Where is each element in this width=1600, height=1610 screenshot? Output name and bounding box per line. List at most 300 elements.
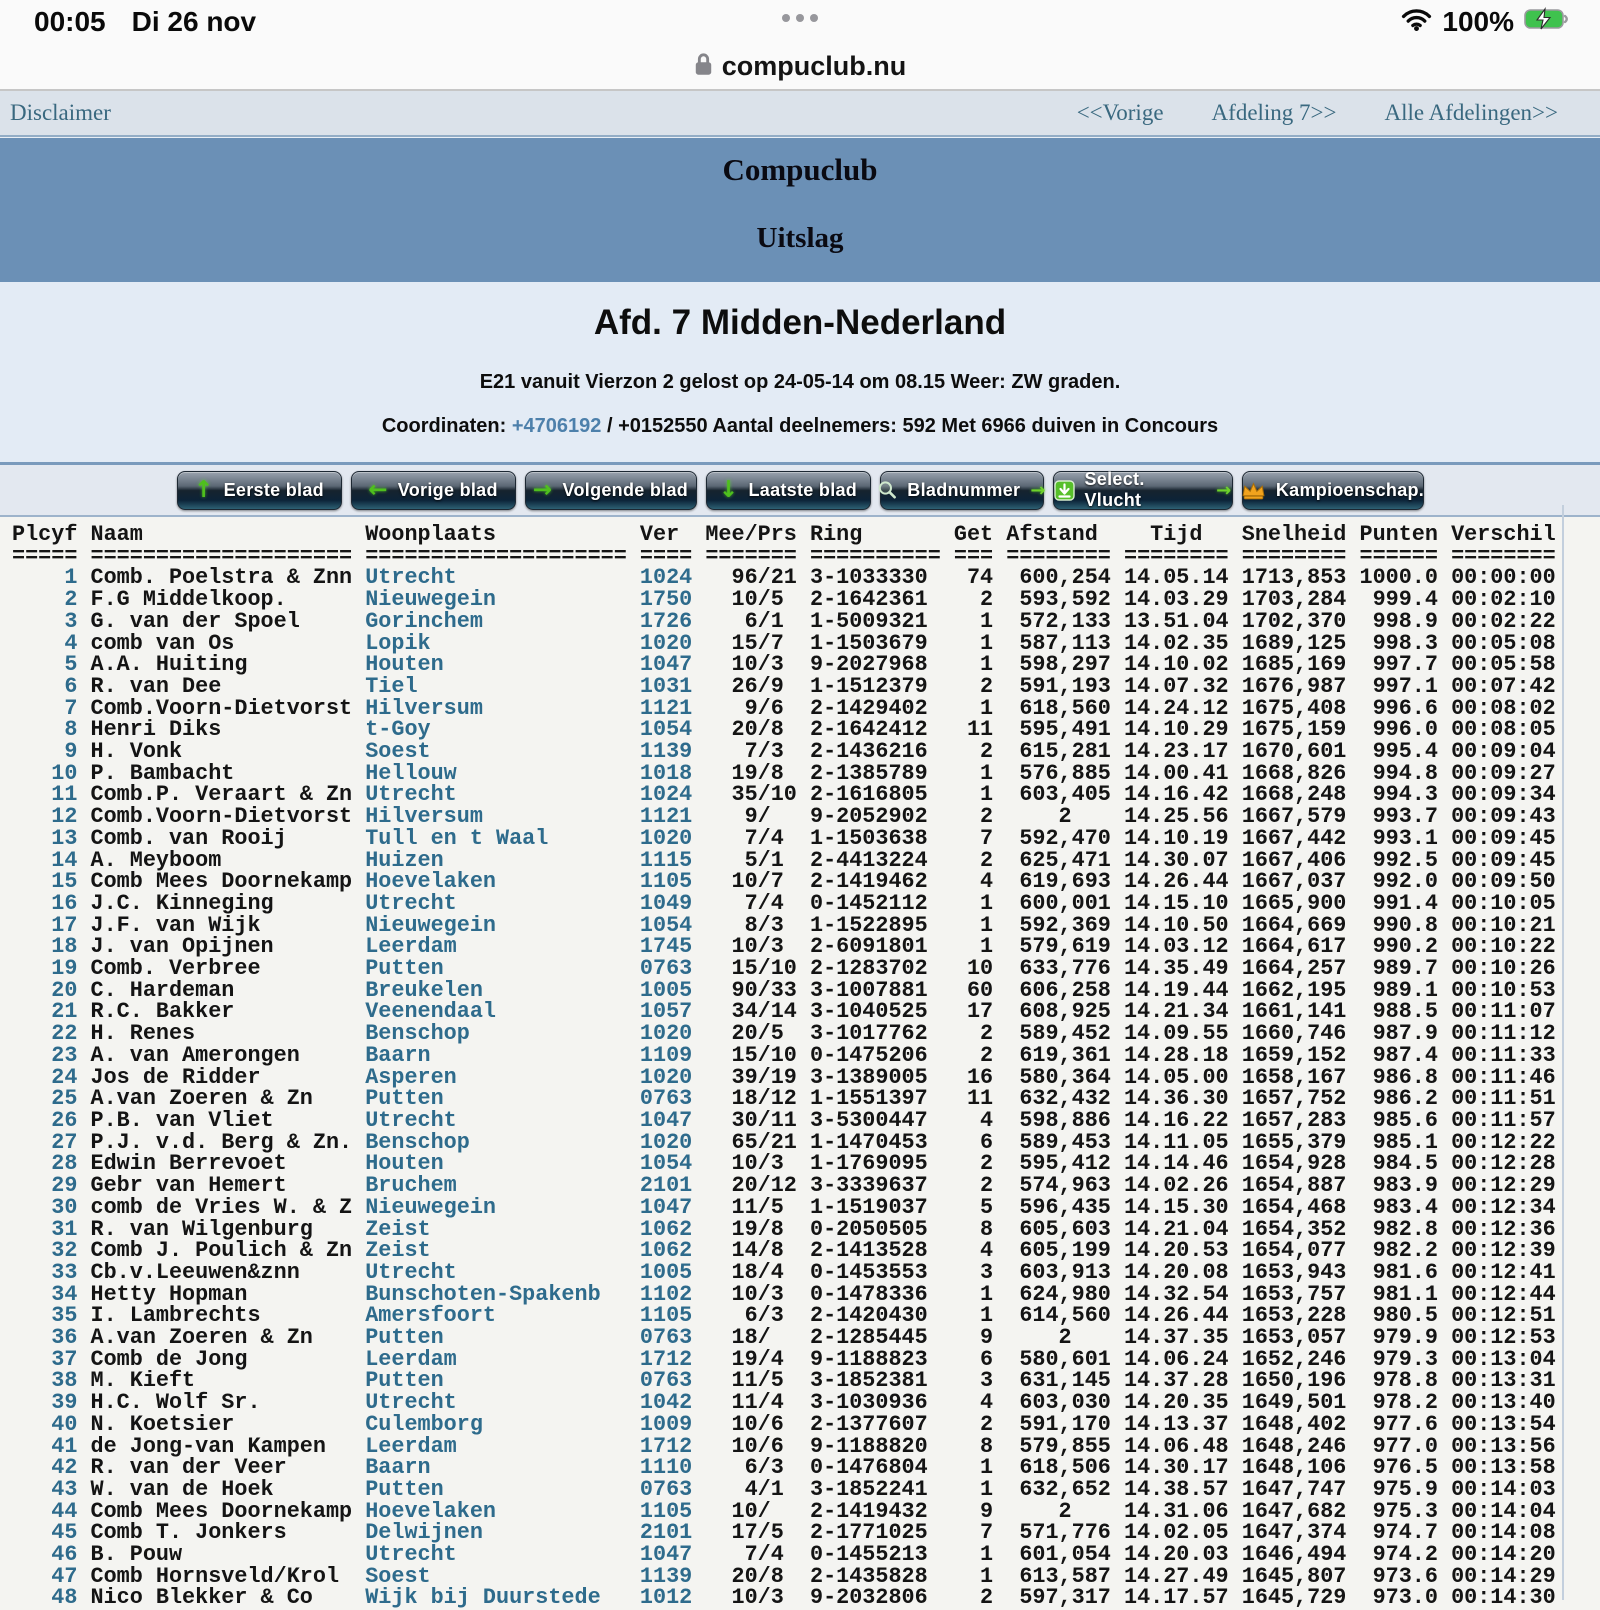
cell-header-verschil: Verschil bbox=[1451, 522, 1556, 547]
cell-mee-prs: 10/3 bbox=[705, 1585, 797, 1610]
cell-afstand: 2 bbox=[1006, 804, 1111, 830]
cell-naam: R. van Wilgenburg bbox=[90, 1216, 353, 1242]
cell-afstand: 593,592 bbox=[1006, 587, 1111, 613]
cell-afstand: 632,432 bbox=[1006, 1086, 1111, 1112]
cell-naam: Comb Hornsveld/Krol bbox=[90, 1563, 353, 1589]
cell-verschil: 00:13:31 bbox=[1451, 1368, 1556, 1394]
cell-afstand: 603,405 bbox=[1006, 782, 1111, 808]
cell-woonplaats: Veenendaal bbox=[365, 999, 627, 1025]
cell-snelheid: 1662,195 bbox=[1241, 977, 1347, 1003]
cell-mee-prs: 10/3 bbox=[705, 652, 797, 678]
cell-snelheid: 1647,682 bbox=[1241, 1498, 1347, 1524]
cell-get: 1 bbox=[953, 1563, 994, 1589]
flight-header bbox=[0, 282, 1600, 462]
cell-get: 16 bbox=[953, 1064, 994, 1090]
arrow-right-icon: → bbox=[532, 476, 553, 503]
cell-snelheid: 1648,106 bbox=[1241, 1455, 1347, 1481]
cell-ver: 1031 bbox=[639, 673, 693, 699]
cell-tijd: 14.24.12 bbox=[1123, 695, 1229, 721]
cell-get: 17 bbox=[953, 999, 994, 1025]
table-row bbox=[12, 1476, 1600, 1502]
banner bbox=[0, 137, 1600, 282]
cell-punten: 995.4 bbox=[1359, 739, 1438, 765]
cell-get: 74 bbox=[953, 565, 994, 591]
table-row bbox=[12, 589, 1600, 611]
cell-ring: 1-1470453 bbox=[809, 1129, 941, 1155]
cell-verschil: 00:13:56 bbox=[1451, 1433, 1556, 1459]
cell-snelheid: 1653,228 bbox=[1241, 1303, 1347, 1329]
cell-header-punten: Punten bbox=[1359, 522, 1438, 547]
cell-ring: 3-1033330 bbox=[809, 565, 941, 591]
cell-tijd: 14.16.42 bbox=[1123, 782, 1229, 808]
table-row bbox=[12, 1175, 1600, 1197]
cell-tijd: 14.21.04 bbox=[1123, 1216, 1229, 1242]
cell-naam: A.A. Huiting bbox=[90, 652, 353, 678]
cell-woonplaats: Utrecht bbox=[365, 1542, 627, 1568]
cell-ring: 3-1007881 bbox=[809, 977, 941, 1003]
bladnummer-button[interactable] bbox=[880, 471, 1044, 510]
table-header-row bbox=[12, 524, 1600, 546]
cell-ring: 3-1389005 bbox=[809, 1064, 941, 1090]
cell-afstand: 605,603 bbox=[1006, 1216, 1111, 1242]
cell-punten: 974.7 bbox=[1359, 1520, 1438, 1546]
cell-afstand: 615,281 bbox=[1006, 739, 1111, 765]
cell-naam: comb van Os bbox=[90, 630, 353, 656]
cell-woonplaats: Zeist bbox=[365, 1216, 627, 1242]
cell-snelheid: 1658,167 bbox=[1241, 1064, 1347, 1090]
cell-ring: 3-1030936 bbox=[809, 1390, 941, 1416]
cell-ver: 1057 bbox=[639, 999, 693, 1025]
cell-naam: J. van Opijnen bbox=[90, 934, 353, 960]
cell-ring: 9-2052902 bbox=[809, 804, 941, 830]
cell-mee-prs: 18/4 bbox=[705, 1259, 797, 1285]
cell-punten: 982.8 bbox=[1359, 1216, 1438, 1242]
cell-woonplaats: Baarn bbox=[365, 1455, 627, 1481]
cell-plcyf: 40 bbox=[12, 1411, 78, 1437]
cell-ring: 2-1413528 bbox=[809, 1238, 941, 1264]
cell-ring: 1-1551397 bbox=[809, 1086, 941, 1112]
cell-naam: P.B. van Vliet bbox=[90, 1107, 353, 1133]
cell-verschil: 00:08:02 bbox=[1451, 695, 1556, 721]
table-row bbox=[12, 1370, 1600, 1392]
cell-header-tijd: Tijd bbox=[1123, 522, 1229, 547]
cell-ver: 1712 bbox=[639, 1346, 693, 1372]
cell-ring: 0-1475206 bbox=[809, 1042, 941, 1068]
cell-punten: 987.4 bbox=[1359, 1042, 1438, 1068]
cell-ring: 3-1040525 bbox=[809, 999, 941, 1025]
cell-woonplaats: Utrecht bbox=[365, 1390, 627, 1416]
cell-tijd: 14.32.54 bbox=[1123, 1281, 1229, 1307]
cell-plcyf: 11 bbox=[12, 782, 78, 808]
cell-tijd: 14.21.34 bbox=[1123, 999, 1229, 1025]
vorige-blad-button[interactable] bbox=[351, 471, 516, 510]
flight-info: E21 vanuit Vierzon 2 gelost op 24-05-14 om 08.15 Weer: ZW graden. bbox=[479, 371, 1121, 393]
cell-naam: R. van Dee bbox=[90, 673, 353, 699]
cell-get: 2 bbox=[953, 1173, 994, 1199]
cell-mee-prs: 10/ bbox=[705, 1498, 797, 1524]
cell-plcyf: 6 bbox=[12, 673, 78, 699]
address-bar[interactable] bbox=[0, 44, 1600, 91]
cell-naam: J.F. van Wijk bbox=[90, 912, 353, 938]
cell-mee-prs: 4/1 bbox=[705, 1476, 797, 1502]
cell-snelheid: 1664,257 bbox=[1241, 956, 1347, 982]
cell-verschil: 00:10:05 bbox=[1451, 890, 1556, 916]
cell-woonplaats: Hellouw bbox=[365, 760, 627, 786]
cell-woonplaats: Lopik bbox=[365, 630, 627, 656]
table-row bbox=[12, 1281, 1600, 1307]
cell-plcyf: 14 bbox=[12, 847, 78, 873]
cell-snelheid: 1668,248 bbox=[1241, 782, 1347, 808]
cell-punten: 994.3 bbox=[1359, 782, 1438, 808]
multitask-dots-icon[interactable] bbox=[782, 14, 818, 22]
cell-ring: 3-5300447 bbox=[809, 1107, 941, 1133]
cell-mee-prs: 65/21 bbox=[705, 1129, 797, 1155]
cell-sep-snelheid: ======== bbox=[1241, 543, 1347, 569]
cell-mee-prs: 7/3 bbox=[705, 739, 797, 765]
afdeling7-link[interactable]: Afdeling 7>> bbox=[1211, 100, 1337, 125]
cell-punten: 990.8 bbox=[1359, 912, 1438, 938]
cell-ver: 0763 bbox=[639, 1086, 693, 1112]
cell-mee-prs: 10/6 bbox=[705, 1411, 797, 1437]
cell-mee-prs: 11/5 bbox=[705, 1194, 797, 1220]
cell-punten: 984.5 bbox=[1359, 1151, 1438, 1177]
table-right-border bbox=[1562, 505, 1564, 1600]
cell-snelheid: 1713,853 bbox=[1241, 565, 1347, 591]
cell-tijd: 14.03.12 bbox=[1123, 934, 1229, 960]
cell-snelheid: 1702,370 bbox=[1241, 608, 1347, 634]
volgende-blad-button[interactable] bbox=[525, 471, 697, 510]
cell-plcyf: 23 bbox=[12, 1042, 78, 1068]
kampioenschap-button[interactable] bbox=[1242, 471, 1424, 510]
cell-tijd: 14.26.44 bbox=[1123, 869, 1229, 895]
cell-woonplaats: Putten bbox=[365, 1368, 627, 1394]
cell-punten: 985.6 bbox=[1359, 1107, 1438, 1133]
cell-snelheid: 1665,900 bbox=[1241, 890, 1347, 916]
cell-mee-prs: 10/5 bbox=[705, 587, 797, 613]
cell-tijd: 14.14.46 bbox=[1123, 1151, 1229, 1177]
cell-tijd: 14.16.22 bbox=[1123, 1107, 1229, 1133]
cell-verschil: 00:09:27 bbox=[1451, 760, 1556, 786]
cell-punten: 996.0 bbox=[1359, 717, 1438, 743]
download-icon bbox=[1054, 480, 1075, 501]
cell-punten: 975.9 bbox=[1359, 1476, 1438, 1502]
cell-verschil: 00:14:29 bbox=[1451, 1563, 1556, 1589]
cell-naam: Comb T. Jonkers bbox=[90, 1520, 353, 1546]
cell-woonplaats: Bunschoten-Spakenb bbox=[365, 1281, 627, 1307]
date: Di 26 nov bbox=[131, 6, 257, 37]
cell-verschil: 00:12:22 bbox=[1451, 1129, 1556, 1155]
cell-ver: 1105 bbox=[639, 869, 693, 895]
cell-mee-prs: 8/3 bbox=[705, 912, 797, 938]
coordinates-label: Coordinaten: bbox=[381, 415, 507, 437]
cell-get: 1 bbox=[953, 912, 994, 938]
cell-afstand: 591,193 bbox=[1006, 673, 1111, 699]
cell-afstand: 608,925 bbox=[1006, 999, 1111, 1025]
table-row bbox=[12, 871, 1600, 893]
cell-mee-prs: 18/12 bbox=[705, 1086, 797, 1112]
cell-punten: 983.4 bbox=[1359, 1194, 1438, 1220]
cell-snelheid: 1654,928 bbox=[1241, 1151, 1347, 1177]
browser-chrome bbox=[0, 0, 1600, 91]
cell-naam: A. van Amerongen bbox=[90, 1042, 353, 1068]
cell-punten: 975.3 bbox=[1359, 1498, 1438, 1524]
cell-ver: 1047 bbox=[639, 1542, 693, 1568]
cell-afstand: 605,199 bbox=[1006, 1238, 1111, 1264]
cell-ring: 3-1852241 bbox=[809, 1476, 941, 1502]
cell-naam: Comb.P. Veraart & Zn bbox=[90, 782, 353, 808]
table-row bbox=[12, 673, 1600, 699]
cell-ring: 2-1435828 bbox=[809, 1563, 941, 1589]
cell-verschil: 00:09:50 bbox=[1451, 869, 1556, 895]
disclaimer-link[interactable]: Disclaimer bbox=[10, 100, 111, 125]
cell-get: 6 bbox=[953, 1346, 994, 1372]
cell-ring: 2-1285445 bbox=[809, 1325, 941, 1351]
table-row bbox=[12, 1240, 1600, 1262]
table-row bbox=[12, 1433, 1600, 1459]
cell-plcyf: 15 bbox=[12, 869, 78, 895]
vorige-link[interactable]: <<Vorige bbox=[1076, 100, 1164, 125]
cell-verschil: 00:11:12 bbox=[1451, 1021, 1556, 1047]
cell-afstand: 633,776 bbox=[1006, 956, 1111, 982]
cell-naam: Comb. Poelstra & Znn bbox=[90, 565, 353, 591]
cell-header-plcyf: Plcyf bbox=[12, 522, 78, 547]
select-vlucht-button[interactable] bbox=[1053, 471, 1233, 510]
cell-tijd: 14.05.00 bbox=[1123, 1064, 1229, 1090]
table-separator-row bbox=[12, 543, 1600, 569]
cell-ver: 1054 bbox=[639, 912, 693, 938]
cell-verschil: 00:09:04 bbox=[1451, 739, 1556, 765]
cell-ver: 1726 bbox=[639, 608, 693, 634]
cell-plcyf: 34 bbox=[12, 1281, 78, 1307]
cell-get: 6 bbox=[953, 1129, 994, 1155]
cell-snelheid: 1646,494 bbox=[1241, 1542, 1347, 1568]
cell-snelheid: 1660,746 bbox=[1241, 1021, 1347, 1047]
table-row bbox=[12, 1042, 1600, 1068]
cell-get: 2 bbox=[953, 804, 994, 830]
cell-get: 8 bbox=[953, 1433, 994, 1459]
cell-sep-woonplaats: ==================== bbox=[365, 543, 627, 569]
cell-ring: 3-1852381 bbox=[809, 1368, 941, 1394]
cell-mee-prs: 10/6 bbox=[705, 1433, 797, 1459]
cell-tijd: 14.19.44 bbox=[1123, 977, 1229, 1003]
cell-ver: 1020 bbox=[639, 1064, 693, 1090]
cell-tijd: 14.28.18 bbox=[1123, 1042, 1229, 1068]
laatste-blad-button[interactable] bbox=[706, 471, 871, 510]
table-row bbox=[12, 630, 1600, 656]
cell-verschil: 00:07:42 bbox=[1451, 673, 1556, 699]
cell-punten: 981.1 bbox=[1359, 1281, 1438, 1307]
cell-afstand: 619,361 bbox=[1006, 1042, 1111, 1068]
cell-mee-prs: 19/8 bbox=[705, 1216, 797, 1242]
lock-icon bbox=[694, 52, 713, 81]
cell-plcyf: 1 bbox=[12, 565, 78, 591]
cell-tijd: 14.09.55 bbox=[1123, 1021, 1229, 1047]
cell-woonplaats: Putten bbox=[365, 1086, 627, 1112]
cell-mee-prs: 10/7 bbox=[705, 869, 797, 895]
cell-woonplaats: Soest bbox=[365, 739, 627, 765]
cell-verschil: 00:10:53 bbox=[1451, 977, 1556, 1003]
cell-punten: 997.1 bbox=[1359, 673, 1438, 699]
cell-plcyf: 30 bbox=[12, 1194, 78, 1220]
cell-woonplaats: Putten bbox=[365, 956, 627, 982]
cell-punten: 976.5 bbox=[1359, 1455, 1438, 1481]
cell-woonplaats: Putten bbox=[365, 1476, 627, 1502]
cell-ver: 1102 bbox=[639, 1281, 693, 1307]
cell-tijd: 14.10.29 bbox=[1123, 717, 1229, 743]
cell-get: 2 bbox=[953, 1042, 994, 1068]
cell-ring: 2-1419432 bbox=[809, 1498, 941, 1524]
cell-afstand: 598,297 bbox=[1006, 652, 1111, 678]
cell-punten: 982.2 bbox=[1359, 1238, 1438, 1264]
cell-punten: 977.0 bbox=[1359, 1433, 1438, 1459]
cell-verschil: 00:14:20 bbox=[1451, 1542, 1556, 1568]
cell-header-naam: Naam bbox=[90, 522, 353, 547]
button-label: Select. Vlucht bbox=[1084, 469, 1145, 510]
cell-get: 1 bbox=[953, 630, 994, 656]
cell-naam: J.C. Kinneging bbox=[90, 890, 353, 916]
cell-naam: G. van der Spoel bbox=[90, 608, 353, 634]
cell-get: 2 bbox=[953, 1021, 994, 1047]
cell-ring: 0-1453553 bbox=[809, 1259, 941, 1285]
cell-ring: 9-2032806 bbox=[809, 1585, 941, 1610]
cell-mee-prs: 11/4 bbox=[705, 1390, 797, 1416]
battery-charging-icon bbox=[1524, 6, 1570, 38]
cell-naam: H.C. Wolf Sr. bbox=[90, 1390, 353, 1416]
cell-tijd: 14.02.35 bbox=[1123, 630, 1229, 656]
cell-punten: 991.4 bbox=[1359, 890, 1438, 916]
cell-woonplaats: Hoevelaken bbox=[365, 1498, 627, 1524]
cell-naam: Nico Blekker & Co bbox=[90, 1585, 353, 1610]
cell-snelheid: 1667,442 bbox=[1241, 825, 1347, 851]
cell-ver: 0763 bbox=[639, 1325, 693, 1351]
cell-woonplaats: Gorinchem bbox=[365, 608, 627, 634]
cell-tijd: 14.25.56 bbox=[1123, 804, 1229, 830]
cell-snelheid: 1645,807 bbox=[1241, 1563, 1347, 1589]
cell-get: 2 bbox=[953, 1411, 994, 1437]
cell-afstand: 592,470 bbox=[1006, 825, 1111, 851]
cell-ver: 1121 bbox=[639, 695, 693, 721]
cell-snelheid: 1670,601 bbox=[1241, 739, 1347, 765]
wifi-icon bbox=[1401, 6, 1432, 38]
cell-tijd: 14.10.19 bbox=[1123, 825, 1229, 851]
cell-ver: 1047 bbox=[639, 652, 693, 678]
cell-get: 1 bbox=[953, 760, 994, 786]
cell-snelheid: 1667,579 bbox=[1241, 804, 1347, 830]
table-row bbox=[12, 760, 1600, 786]
eerste-blad-button[interactable] bbox=[177, 471, 342, 510]
cell-header-snelheid: Snelheid bbox=[1241, 522, 1347, 547]
cell-afstand: 587,113 bbox=[1006, 630, 1111, 656]
cell-snelheid: 1647,747 bbox=[1241, 1476, 1347, 1502]
cell-plcyf: 25 bbox=[12, 1086, 78, 1112]
cell-tijd: 14.02.05 bbox=[1123, 1520, 1229, 1546]
cell-punten: 996.6 bbox=[1359, 695, 1438, 721]
cell-afstand: 600,254 bbox=[1006, 565, 1111, 591]
cell-get: 1 bbox=[953, 695, 994, 721]
cell-get: 1 bbox=[953, 1303, 994, 1329]
cell-plcyf: 28 bbox=[12, 1151, 78, 1177]
coordinates-link[interactable]: +4706192 bbox=[511, 415, 602, 437]
cell-ring: 2-1385789 bbox=[809, 760, 941, 786]
cell-naam: de Jong-van Kampen bbox=[90, 1433, 353, 1459]
cell-tijd: 14.37.35 bbox=[1123, 1325, 1229, 1351]
cell-tijd: 14.07.32 bbox=[1123, 673, 1229, 699]
cell-snelheid: 1668,826 bbox=[1241, 760, 1347, 786]
cell-woonplaats: Leerdam bbox=[365, 1433, 627, 1459]
cell-ring: 2-1429402 bbox=[809, 695, 941, 721]
cell-verschil: 00:13:04 bbox=[1451, 1346, 1556, 1372]
table-row bbox=[12, 741, 1600, 763]
cell-mee-prs: 30/11 bbox=[705, 1107, 797, 1133]
cell-afstand: 579,619 bbox=[1006, 934, 1111, 960]
url-text: compuclub.nu bbox=[721, 51, 907, 81]
cell-verschil: 00:02:22 bbox=[1451, 608, 1556, 634]
cell-ver: 1024 bbox=[639, 565, 693, 591]
cell-tijd: 14.38.57 bbox=[1123, 1476, 1229, 1502]
cell-naam: Comb Mees Doornekamp bbox=[90, 1498, 353, 1524]
cell-mee-prs: 15/7 bbox=[705, 630, 797, 656]
cell-afstand: 631,145 bbox=[1006, 1368, 1111, 1394]
cell-ring: 3-3339637 bbox=[809, 1173, 941, 1199]
cell-tijd: 14.15.30 bbox=[1123, 1194, 1229, 1220]
cell-afstand: 580,601 bbox=[1006, 1346, 1111, 1372]
cell-verschil: 00:09:45 bbox=[1451, 825, 1556, 851]
cell-plcyf: 45 bbox=[12, 1520, 78, 1546]
cell-plcyf: 9 bbox=[12, 739, 78, 765]
cell-snelheid: 1685,169 bbox=[1241, 652, 1347, 678]
cell-plcyf: 31 bbox=[12, 1216, 78, 1242]
cell-verschil: 00:13:58 bbox=[1451, 1455, 1556, 1481]
cell-ring: 9-1188820 bbox=[809, 1433, 941, 1459]
cell-verschil: 00:14:08 bbox=[1451, 1520, 1556, 1546]
alle-afdelingen-link[interactable]: Alle Afdelingen>> bbox=[1384, 100, 1558, 125]
cell-afstand: 2 bbox=[1006, 1325, 1111, 1351]
cell-naam: Comb J. Poulich & Zn bbox=[90, 1238, 353, 1264]
cell-tijd: 14.20.03 bbox=[1123, 1542, 1229, 1568]
cell-sep-plcyf: ===== bbox=[12, 543, 78, 569]
cell-ring: 1-5009321 bbox=[809, 608, 941, 634]
table-row bbox=[12, 608, 1600, 634]
cell-naam: A. Meyboom bbox=[90, 847, 353, 873]
cell-mee-prs: 7/4 bbox=[705, 890, 797, 916]
cell-ring: 1-1503679 bbox=[809, 630, 941, 656]
cell-snelheid: 1657,752 bbox=[1241, 1086, 1347, 1112]
cell-naam: Comb.Voorn-Dietvorst bbox=[90, 695, 353, 721]
table-row bbox=[12, 1194, 1600, 1220]
cell-mee-prs: 20/12 bbox=[705, 1173, 797, 1199]
cell-sep-get: === bbox=[953, 543, 994, 569]
cell-snelheid: 1645,729 bbox=[1241, 1585, 1347, 1610]
cell-get: 8 bbox=[953, 1216, 994, 1242]
cell-ver: 1018 bbox=[639, 760, 693, 786]
cell-sep-tijd: ======== bbox=[1123, 543, 1229, 569]
cell-woonplaats: Hilversum bbox=[365, 695, 627, 721]
cell-punten: 998.9 bbox=[1359, 608, 1438, 634]
cell-tijd: 14.13.37 bbox=[1123, 1411, 1229, 1437]
button-label: Eerste blad bbox=[223, 479, 324, 500]
cell-plcyf: 47 bbox=[12, 1563, 78, 1589]
cell-snelheid: 1648,246 bbox=[1241, 1433, 1347, 1459]
cell-punten: 987.9 bbox=[1359, 1021, 1438, 1047]
cell-verschil: 00:02:10 bbox=[1451, 587, 1556, 613]
cell-woonplaats: Houten bbox=[365, 652, 627, 678]
cell-plcyf: 13 bbox=[12, 825, 78, 851]
cell-verschil: 00:09:34 bbox=[1451, 782, 1556, 808]
arrow-right-small-icon: → bbox=[1030, 479, 1046, 501]
cell-mee-prs: 7/4 bbox=[705, 825, 797, 851]
coordinates-line bbox=[0, 414, 1600, 438]
cell-mee-prs: 14/8 bbox=[705, 1238, 797, 1264]
